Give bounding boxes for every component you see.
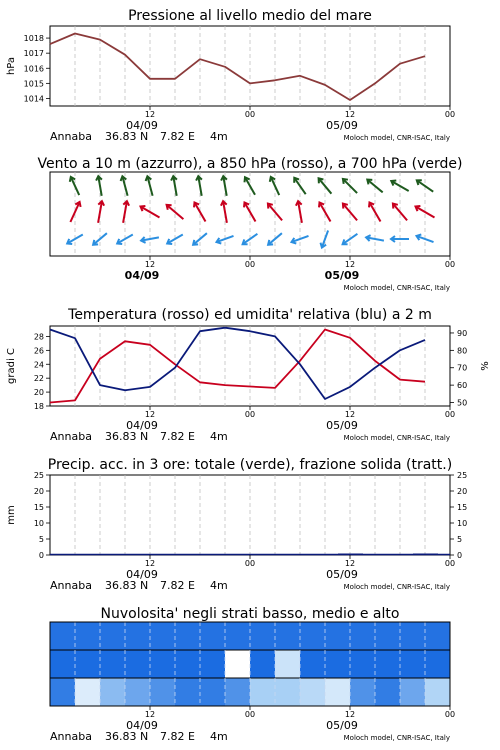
x-tick-label: 00 — [244, 559, 256, 568]
wind-barb — [121, 176, 128, 195]
precipitation-y-label: mm — [6, 505, 17, 525]
y-tick-label-right: 10 — [457, 519, 468, 528]
location-lat: 36.83 N — [105, 430, 149, 443]
temperature-line — [50, 330, 425, 403]
y-tick-label: 15 — [33, 503, 44, 512]
cloud-cell — [150, 622, 176, 650]
y-tick-label-right: 15 — [457, 503, 468, 512]
y-tick-label: 1018 — [23, 34, 44, 44]
cloud-cell — [375, 650, 401, 678]
x-tick-label: 12 — [344, 110, 356, 119]
wind-barb — [70, 202, 80, 222]
y-tick-label-right: 50 — [457, 398, 468, 408]
y-tick-label-right: 90 — [457, 328, 468, 338]
temperature-title: Temperatura (rosso) ed umidita' relativa (blu) a 2 m — [68, 307, 432, 323]
cloud-cell — [400, 650, 426, 678]
wind-barb — [171, 176, 177, 196]
cloud-cell — [100, 650, 126, 678]
y-tick-label-right: 0 — [457, 551, 463, 560]
pressure-title: Pressione al livello medio del mare — [128, 8, 372, 24]
pressure-panel — [6, 8, 455, 143]
wind-barb-shaft — [195, 203, 206, 222]
cloud-cell — [350, 650, 376, 678]
x-tick-label: 00 — [444, 410, 456, 419]
y-tick-label: 10 — [33, 519, 44, 528]
wind-barb — [123, 201, 129, 223]
location-alt: 4m — [210, 130, 228, 143]
y-tick-label: 1016 — [23, 64, 44, 74]
y-tick-label: 26 — [33, 346, 44, 356]
cloud-cell — [250, 650, 276, 678]
y-tick-label: 0 — [38, 551, 44, 560]
x-tick-label: 00 — [444, 260, 456, 269]
wind-barb — [296, 201, 302, 223]
temperature-panel — [6, 307, 491, 443]
location-name: Annaba — [50, 130, 92, 143]
precipitation-bar — [338, 554, 363, 556]
date-label: 04/09 — [124, 269, 160, 282]
location-lat: 36.83 N — [105, 579, 149, 592]
x-tick-label: 00 — [444, 559, 456, 568]
humidity-line — [50, 328, 425, 399]
cloud-cell — [125, 650, 151, 678]
x-tick-label: 12 — [144, 110, 156, 119]
cloud-cell — [300, 650, 326, 678]
y-tick-label-right: 60 — [457, 381, 468, 391]
wind-barb — [221, 201, 227, 223]
wind-barb — [146, 176, 153, 195]
x-tick-label: 00 — [244, 410, 256, 419]
date-label: 05/09 — [326, 419, 358, 432]
cloud-cell — [400, 678, 426, 706]
wind-title: Vento a 10 m (azzurro), a 850 hPa (rosso), a 700 hPa (verde) — [37, 156, 463, 172]
cloud-cell — [400, 622, 426, 650]
cloud-cell — [50, 678, 76, 706]
wind-barb-shaft — [245, 203, 256, 222]
cloud-cell — [125, 622, 151, 650]
cloud-cell — [300, 622, 326, 650]
y-tick-label: 5 — [38, 535, 44, 544]
model-credit: Moloch model, CNR-ISAC, Italy — [343, 583, 450, 591]
cloud-cell — [325, 650, 351, 678]
x-tick-label: 00 — [244, 110, 256, 119]
location-alt: 4m — [210, 430, 228, 443]
temperature-y-label: gradi C — [6, 348, 17, 384]
y-tick-label: 25 — [33, 471, 44, 480]
wind-barb — [221, 176, 227, 196]
cloud-title: Nuvolosita' negli strati basso, medio e alto — [100, 606, 400, 622]
date-label: 05/09 — [326, 719, 358, 732]
cloud-cell — [150, 678, 176, 706]
location-lon: 7.82 E — [160, 579, 195, 592]
cloud-cell — [275, 650, 301, 678]
cloud-cell — [275, 678, 301, 706]
cloud-cell — [175, 622, 201, 650]
cloud-cell — [75, 678, 101, 706]
wind-barb-shaft — [370, 203, 381, 222]
location-alt: 4m — [210, 579, 228, 592]
y-tick-label: 22 — [33, 374, 44, 384]
cloud-cell — [425, 650, 451, 678]
cloud-cell — [350, 622, 376, 650]
cloud-cell — [175, 678, 201, 706]
cloud-cell — [425, 622, 451, 650]
wind-barb — [194, 203, 206, 222]
x-tick-label: 12 — [144, 559, 156, 568]
y-tick-label-right: 70 — [457, 363, 468, 373]
cloud-cell — [50, 622, 76, 650]
cloud-cell — [250, 622, 276, 650]
location-lat: 36.83 N — [105, 130, 149, 143]
model-credit: Moloch model, CNR-ISAC, Italy — [343, 134, 450, 142]
cloud-cell — [425, 678, 451, 706]
x-tick-label: 00 — [244, 260, 256, 269]
date-label: 04/09 — [126, 119, 158, 132]
wind-barb — [96, 176, 102, 196]
location-name: Annaba — [50, 730, 92, 743]
y-tick-label-right: 25 — [457, 471, 468, 480]
cloud-cell — [100, 678, 126, 706]
x-tick-label: 12 — [144, 410, 156, 419]
cloud-cell — [375, 622, 401, 650]
date-label: 05/09 — [326, 119, 358, 132]
x-tick-label: 12 — [144, 260, 156, 269]
cloud-cell — [175, 650, 201, 678]
precipitation-title: Precip. acc. in 3 ore: totale (verde), frazione solida (tratt.) — [47, 457, 453, 473]
y-tick-label: 20 — [33, 388, 44, 398]
location-lat: 36.83 N — [105, 730, 149, 743]
precipitation-plot-frame — [50, 475, 450, 555]
cloud-cell — [75, 650, 101, 678]
wind-barb — [319, 203, 331, 222]
x-tick-label: 12 — [344, 410, 356, 419]
wind-barb — [321, 231, 329, 248]
x-tick-label: 12 — [344, 559, 356, 568]
x-tick-label: 12 — [344, 260, 356, 269]
cloud-cell — [100, 622, 126, 650]
date-label: 05/09 — [324, 269, 360, 282]
wind-barb — [196, 176, 202, 196]
y-tick-label: 1015 — [23, 79, 44, 89]
cloud-panel — [50, 606, 455, 743]
cloud-cell — [300, 678, 326, 706]
cloud-cell — [325, 622, 351, 650]
wind-barb — [98, 201, 104, 223]
y-tick-label: 1017 — [23, 49, 44, 59]
y-tick-label: 28 — [33, 332, 44, 342]
wind-barb-shaft — [70, 202, 79, 222]
cloud-cell — [200, 622, 226, 650]
wind-barb — [244, 203, 256, 222]
cloud-cell — [250, 678, 276, 706]
cloud-cell — [75, 622, 101, 650]
cloud-cell — [225, 678, 251, 706]
pressure-plot-frame — [50, 26, 450, 106]
cloud-cell — [275, 622, 301, 650]
pressure-y-label: hPa — [6, 56, 17, 76]
date-label: 05/09 — [326, 568, 358, 581]
date-label: 04/09 — [126, 568, 158, 581]
y-tick-label: 24 — [33, 360, 44, 370]
temperature-plot-frame — [50, 326, 450, 406]
date-label: 04/09 — [126, 419, 158, 432]
x-tick-label: 12 — [144, 710, 156, 719]
cloud-cell — [375, 678, 401, 706]
wind-barb — [369, 203, 381, 222]
location-name: Annaba — [50, 579, 92, 592]
wind-barb — [270, 177, 279, 195]
cloud-cell — [225, 650, 251, 678]
y-tick-label-right: 20 — [457, 487, 468, 496]
y-tick-label-right: 80 — [457, 346, 468, 356]
location-lon: 7.82 E — [160, 130, 195, 143]
precipitation-bar — [413, 554, 438, 556]
y-tick-label: 1014 — [23, 94, 44, 104]
wind-barb-shaft — [320, 203, 331, 222]
cloud-cell — [225, 622, 251, 650]
location-lon: 7.82 E — [160, 430, 195, 443]
wind-barb — [70, 177, 79, 195]
cloud-cell — [325, 678, 351, 706]
pressure-line — [50, 34, 425, 101]
location-lon: 7.82 E — [160, 730, 195, 743]
model-credit: Moloch model, CNR-ISAC, Italy — [343, 734, 450, 742]
y-tick-label: 20 — [33, 487, 44, 496]
humidity-y-label: % — [480, 361, 491, 371]
x-tick-label: 00 — [244, 710, 256, 719]
location-alt: 4m — [210, 730, 228, 743]
cloud-cell — [350, 678, 376, 706]
model-credit: Moloch model, CNR-ISAC, Italy — [343, 434, 450, 442]
cloud-cell — [125, 678, 151, 706]
model-credit: Moloch model, CNR-ISAC, Italy — [343, 284, 450, 292]
date-label: 04/09 — [126, 719, 158, 732]
cloud-cell — [50, 650, 76, 678]
x-tick-label: 00 — [444, 110, 456, 119]
wind-panel — [37, 156, 462, 292]
cloud-cell — [200, 650, 226, 678]
cloud-cell — [200, 678, 226, 706]
x-tick-label: 12 — [344, 710, 356, 719]
x-tick-label: 00 — [444, 710, 456, 719]
y-tick-label: 18 — [33, 402, 44, 411]
y-tick-label-right: 5 — [457, 535, 463, 544]
cloud-cell — [150, 650, 176, 678]
precipitation-panel — [6, 457, 467, 592]
location-name: Annaba — [50, 430, 92, 443]
